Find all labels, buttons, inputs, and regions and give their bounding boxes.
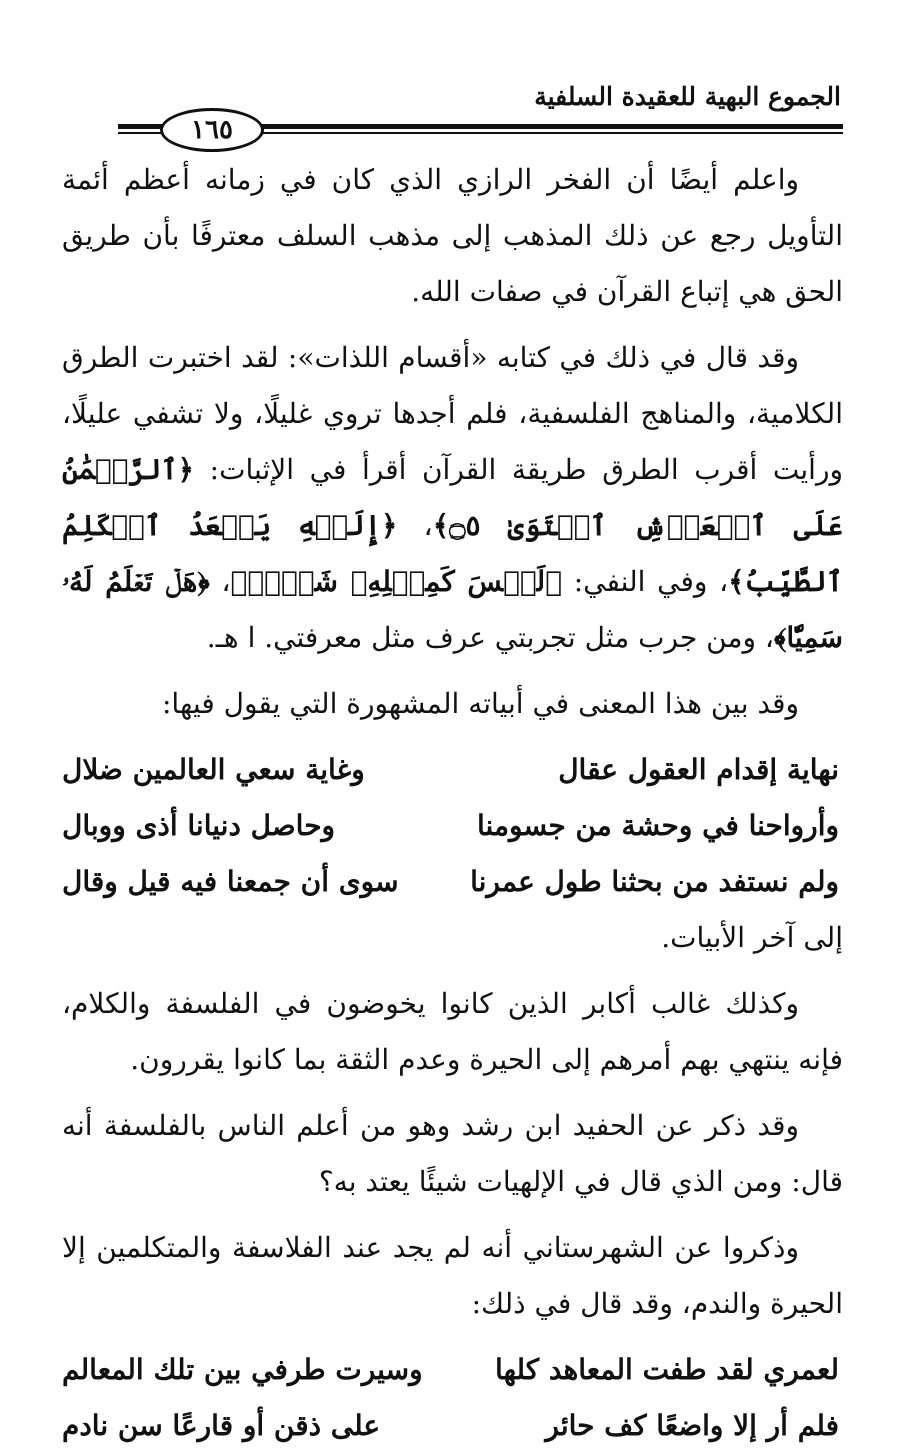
quran-verse-3: ﴿لَيۡسَ كَمِثۡلِهِۦ شَيۡءٞ﴾ (230, 565, 563, 598)
paragraph-2-text-b: ، وفي النفي: (562, 565, 729, 598)
paragraph-1: واعلم أيضًا أن الفخر الرازي الذي كان في زمانه أعظم أئمة التأويل رجع عن ذلك المذهب إلى مذهب السلف معترفًا بأن طريق الحق هي إتباع القرآن في صفات الله. (62, 163, 843, 308)
page-number: ١٦٥ (160, 108, 264, 152)
page-body (62, 152, 843, 1454)
quran-verse-1: ﴿ٱلرَّحۡمَٰنُ عَلَى ٱلۡعَرۡشِ ٱسۡتَوَىٰ ۝٥﴾ (62, 453, 844, 542)
paragraph-7: وذكروا عن الشهرستاني أنه لم يجد عند الفلاسفة والمتكلمين إلا الحيرة والندم، وقد قال في ذلك: (62, 1231, 843, 1320)
separator-1: ، (397, 509, 433, 542)
separator-2: ، (209, 565, 231, 598)
hemistich-second: وحاصل دنيانا أذى ووبال (62, 809, 336, 842)
paragraph-2 (62, 330, 843, 666)
poem-2-line (62, 1342, 843, 1398)
hemistich-second: وسيرت طرفي بين تلك المعالم (62, 1353, 423, 1386)
hemistich-first: ولم نستفد من بحثنا طول عمرنا (470, 865, 839, 898)
paragraph-6: وقد ذكر عن الحفيد ابن رشد وهو من أعلم الناس بالفلسفة أنه قال: ومن الذي قال في الإلهيات شيئًا يعتد به؟ (62, 1109, 843, 1198)
hemistich-first: لعمري لقد طفت المعاهد كلها (495, 1353, 839, 1386)
paragraph-4: إلى آخر الأبيات. (661, 921, 843, 954)
poem-1 (62, 742, 843, 910)
poem-1-line (62, 742, 843, 798)
poem-1-line (62, 798, 843, 854)
quran-verse-2: ﴿إِلَيۡهِ يَصۡعَدُ ٱلۡكَلِمُ ٱلطَّيِّبُ﴾ (62, 509, 843, 598)
poem-1-line (62, 854, 843, 910)
poem-2-line (62, 1398, 843, 1454)
hemistich-second: على ذقن أو قارعًا سن نادم (62, 1409, 381, 1442)
hemistich-second: وغاية سعي العالمين ضلال (62, 753, 365, 786)
paragraph-2-text-c: ، ومن جرب مثل تجربتي عرف مثل معرفتي. ا هـ. (206, 621, 774, 654)
paragraph-5: وكذلك غالب أكابر الذين كانوا يخوضون في الفلسفة والكلام، فإنه ينتهي بهم أمرهم إلى الحيرة وعدم الثقة بما كانوا يقررون. (62, 987, 843, 1076)
hemistich-first: نهاية إقدام العقول عقال (558, 753, 839, 786)
poem-2 (62, 1342, 843, 1454)
paragraph-3: وقد بين هذا المعنى في أبياته المشهورة التي يقول فيها: (162, 687, 799, 720)
running-title: الجموع البهية للعقيدة السلفية (534, 82, 841, 111)
hemistich-second: سوى أن جمعنا فيه قيل وقال (62, 865, 399, 898)
paragraph-2-text-a: وقد قال في ذلك في كتابه «أقسام اللذات»: لقد اختبرت الطرق الكلامية، والمناهج الفلسفية، فلم أجدها تروي غليلًا، ولا تشفي عليلًا، ورأيت أقرب الطرق طريقة القرآن أقرأ في الإثبات: (62, 341, 843, 486)
hemistich-first: وأرواحنا في وحشة من جسومنا (477, 809, 839, 842)
quran-verse-4: ﴿هَلۡ تَعۡلَمُ لَهُۥ سَمِيّٗا﴾ (62, 565, 843, 654)
hemistich-first: فلم أر إلا واضعًا كف حائر (545, 1409, 839, 1442)
